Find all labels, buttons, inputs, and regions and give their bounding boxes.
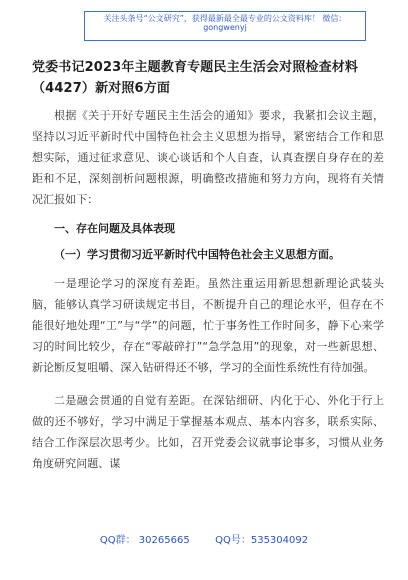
intro-paragraph: 根据《关于开好专题民主生活会的通知》要求，我紧扣会议主题，坚持以习近平新时代中国特色社会主义思想为指导，紧密结合工作和思想实际，通过征求意见、谈心谈话和个人自查，认真查摆自身存在的差距和不足，深刻剖析问题根源，明确整改措施和努力方向，现将有关情况汇报如下： [32, 109, 384, 206]
banner-text: 关注头条号“公文研究”，获得最新最全最专业的公文资料库！ 微信：gongwenyj [103, 14, 347, 32]
document-title: 党委书记2023年主题教育专题民主生活会对照检查材料（4427）新对照6方面 [32, 60, 359, 96]
document-body [32, 57, 384, 474]
integration-paragraph: 二是融会贯通的自觉有差距。在深钻细研、内化于心、外化于行上做的还不够好，学习中满足于掌握基本观点、基本内容多，联系实际、结合工作深层次思考少。比如，召开党委会议就事论事多，习惯从业务角度研究问题、谋 [32, 394, 384, 470]
contact-footer: QQ群： 30265665 QQ号：535304092 [99, 535, 309, 546]
section-heading: 一、存在问题及具体表现 [54, 222, 175, 235]
promo-banner [84, 11, 366, 41]
subsection-heading: （一）学习贯彻习近平新时代中国特色社会主义思想方面。 [54, 248, 340, 261]
theory-study-paragraph: 一是理论学习的深度有差距。虽然注重运用新思想新理论武装头脑，能够认真学习研读规定书目，不断提升自己的理论水平，但存在不能很好地处理“工”与“学”的问题，忙于事务性工作时间多，静下心来学习的时间比较少，存在“零敲碎打”“急学急用”的现象，对一些新思想、新论断反复咀嚼、深入钻研得还不够，学习的全面性系统性有待加强。 [32, 277, 384, 374]
